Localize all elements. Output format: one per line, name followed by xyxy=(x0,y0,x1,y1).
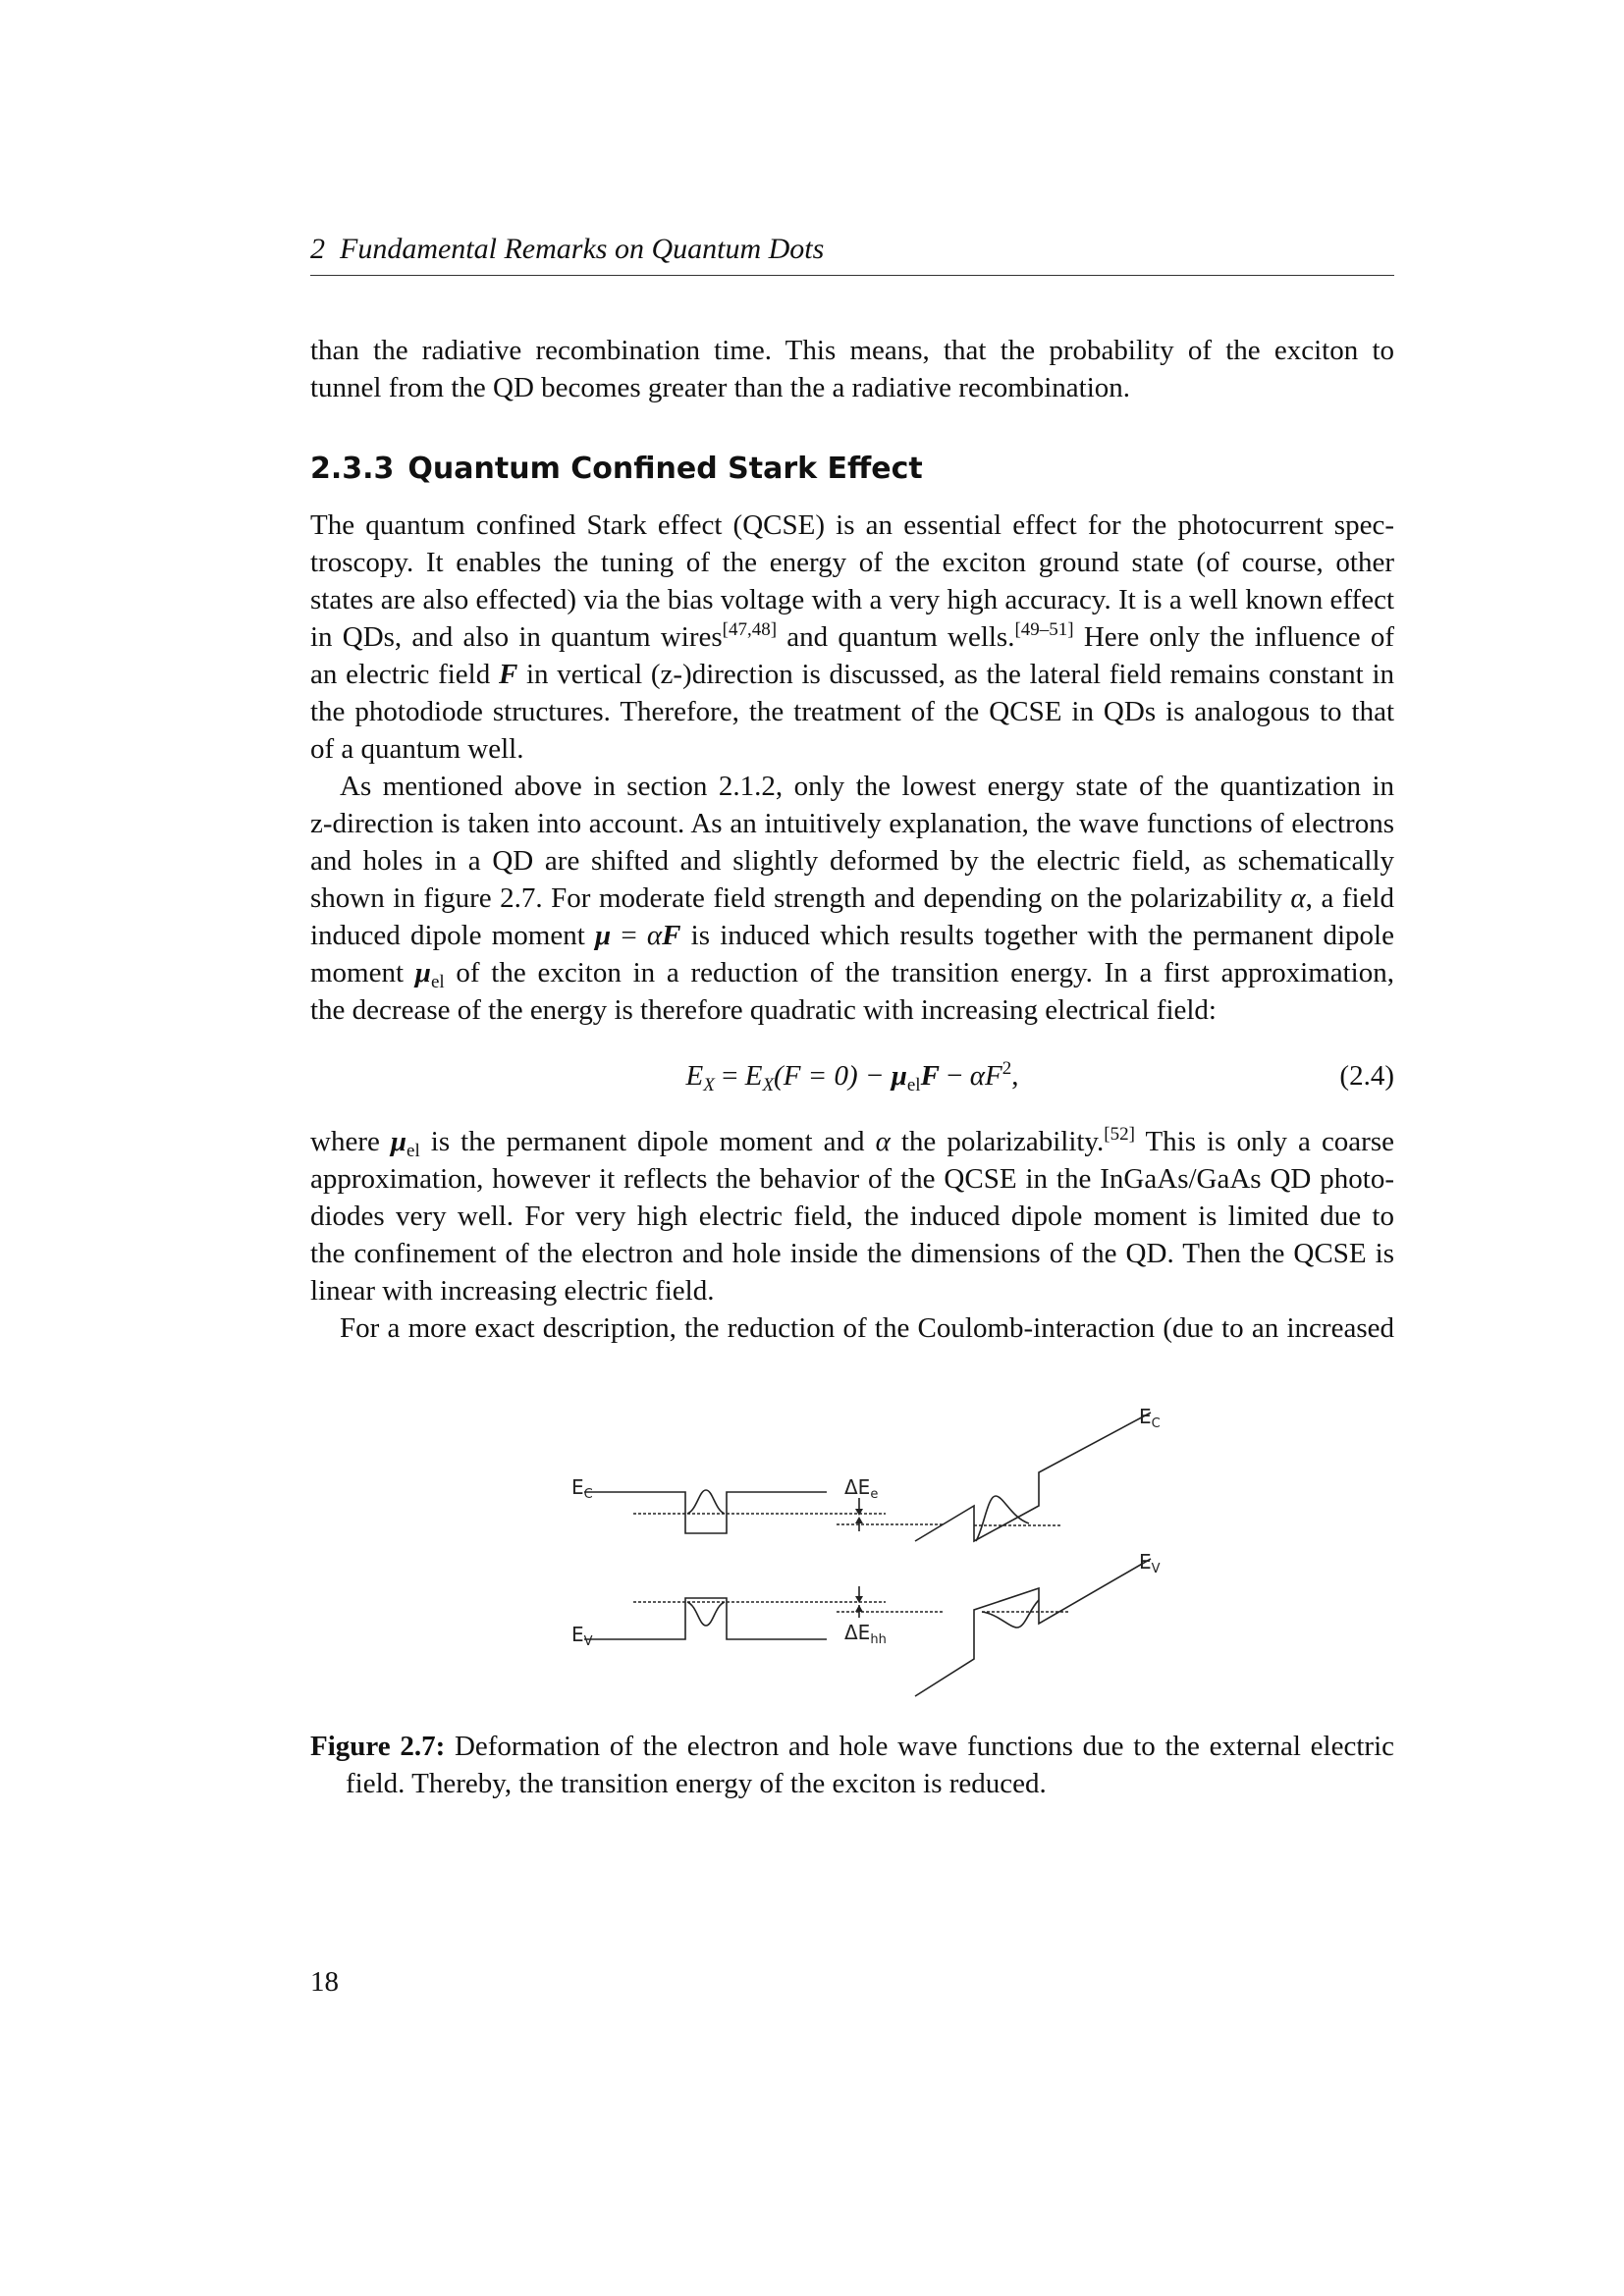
text-run: induced dipole moment xyxy=(310,920,595,951)
body-line xyxy=(310,1123,1394,1160)
body-line: The quantum confined Stark effect (QCSE) is an essential effect for the photocurrent spec- xyxy=(310,509,1394,541)
subscript: el xyxy=(406,1141,420,1161)
math-symbol: F xyxy=(662,920,681,951)
page-number: 18 xyxy=(310,1966,339,1998)
body-line: diodes very well. For very high electric field, the induced dipole moment is limited due to xyxy=(310,1201,1394,1232)
text-run: where xyxy=(310,1126,391,1157)
body-line: approximation, however it reflects the behavior of the QCSE in the InGaAs/GaAs QD photo- xyxy=(310,1163,1394,1195)
body-line: tunnel from the QD becomes greater than the a radiative recombination. xyxy=(310,372,1131,403)
math-text: , xyxy=(1011,1060,1019,1092)
equation-number: (2.4) xyxy=(1339,1060,1394,1092)
math-symbol: α xyxy=(875,1126,891,1157)
text-run: an electric field xyxy=(310,659,499,690)
math-symbol: αF xyxy=(969,1060,1002,1092)
math-symbol: α xyxy=(1290,882,1306,914)
math-text: (F = 0) − xyxy=(774,1060,892,1092)
body-line: and holes in a QD are shifted and slightly deformed by the electric field, as schematically xyxy=(310,845,1394,877)
caption-line xyxy=(310,1728,1394,1765)
text-run: This is only a coarse xyxy=(1134,1126,1394,1157)
running-head-title: Fundamental Remarks on Quantum Dots xyxy=(340,233,825,265)
text-run: shown in figure 2.7. For moderate field strength and depending on the polarizability xyxy=(310,882,1291,914)
section-number: 2.3.3 xyxy=(310,452,395,486)
label-ec-right: $E_C$ xyxy=(1139,1405,1161,1431)
citation: [52] xyxy=(1104,1124,1135,1145)
text-run: in vertical (z-)direction is discussed, as the lateral field remains constant in xyxy=(517,659,1394,690)
text-run: = xyxy=(611,920,647,951)
label-delta-e: $\Delta E_e$ xyxy=(844,1475,879,1502)
body-line: z-direction is taken into account. As an intuitively explanation, the wave functions of electrons xyxy=(310,808,1394,839)
citation: [49–51] xyxy=(1014,619,1074,640)
figure-caption xyxy=(310,1728,1394,1802)
label-ev-left: $E_V$ xyxy=(571,1623,593,1649)
body-line xyxy=(310,880,1394,917)
subscript: el xyxy=(430,972,445,992)
math-text: = xyxy=(714,1060,745,1092)
body-line: the confinement of the electron and hole inside the dimensions of the QD. Then the QCSE is xyxy=(310,1238,1394,1269)
body-line xyxy=(310,954,1394,991)
label-ev-right: $E_V$ xyxy=(1139,1550,1161,1576)
right-electron-wavefunction xyxy=(976,1496,1029,1541)
subscript: X xyxy=(703,1075,715,1095)
math-symbol: μ xyxy=(414,957,431,988)
superscript: 2 xyxy=(1001,1058,1012,1079)
caption-label: Figure 2.7: xyxy=(310,1731,446,1762)
right-conduction-band xyxy=(915,1413,1151,1541)
right-valence-band xyxy=(915,1559,1151,1696)
text-run: and quantum wells. xyxy=(777,621,1015,653)
body-line: linear with increasing electric field. xyxy=(310,1275,715,1307)
body-line: the decrease of the energy is therefore quadratic with increasing electrical field: xyxy=(310,994,1217,1026)
running-head-chapter-number: 2 xyxy=(310,233,325,265)
body-line: states are also effected) via the bias voltage with a very high accuracy. It is a well known effect xyxy=(310,584,1394,615)
text-run: is the permanent dipole moment and xyxy=(419,1126,876,1157)
left-hole-wavefunction xyxy=(687,1602,725,1626)
citation: [47,48] xyxy=(722,619,778,640)
math-symbol: F xyxy=(498,659,518,690)
math-text: − xyxy=(939,1060,970,1092)
text-run: of the exciton in a reduction of the transition energy. In a first approximation, xyxy=(444,957,1394,988)
math-symbol: μ xyxy=(390,1126,407,1157)
math-symbol: E xyxy=(744,1060,763,1092)
running-head xyxy=(310,230,1394,276)
text-run: , a field xyxy=(1305,882,1394,914)
math-symbol: μ xyxy=(891,1060,907,1092)
delta-hh-arrowhead-bottom xyxy=(855,1605,863,1612)
left-electron-wavefunction xyxy=(687,1490,725,1514)
section-heading xyxy=(310,450,923,489)
text-run: the polarizability. xyxy=(890,1126,1105,1157)
text-run: Here only the influence of xyxy=(1073,621,1395,653)
subscript: X xyxy=(762,1075,775,1095)
text-run: in QDs, and also in quantum wires xyxy=(310,621,723,653)
delta-e-arrowhead-top xyxy=(855,1509,863,1516)
body-line: of a quantum well. xyxy=(310,733,524,765)
body-line xyxy=(310,917,1394,954)
body-line: troscopy. It enables the tuning of the energy of the exciton ground state (of course, other xyxy=(310,547,1394,578)
math-symbol: E xyxy=(685,1060,704,1092)
text-run: moment xyxy=(310,957,415,988)
body-line: the photodiode structures. Therefore, the treatment of the QCSE in QDs is analogous to that xyxy=(310,696,1394,727)
label-delta-hh: $\Delta E_{hh}$ xyxy=(844,1621,887,1647)
math-symbol: α xyxy=(646,920,663,951)
body-line: For a more exact description, the reduction of the Coulomb-interaction (due to an increased xyxy=(340,1312,1394,1344)
band-diagram-svg xyxy=(550,1394,1178,1708)
figure-band-diagram xyxy=(550,1394,1178,1708)
math-symbol: μ xyxy=(594,920,612,951)
section-title: Quantum Confined Stark Effect xyxy=(407,452,923,486)
left-conduction-band xyxy=(584,1492,827,1533)
caption-line: field. Thereby, the transition energy of the exciton is reduced. xyxy=(346,1768,1047,1799)
body-line xyxy=(310,618,1394,656)
body-line: As mentioned above in section 2.1.2, only the lowest energy state of the quantization in xyxy=(340,771,1394,802)
label-ec-left: $E_C$ xyxy=(571,1475,593,1502)
caption-text: Deformation of the electron and hole wave functions due to the external electric xyxy=(445,1731,1394,1762)
left-valence-band xyxy=(584,1598,827,1639)
delta-e-arrowhead-bottom xyxy=(855,1517,863,1523)
equation xyxy=(310,1056,1394,1095)
text-run: is induced which results together with the permanent dipole xyxy=(680,920,1394,951)
body-line xyxy=(310,656,1394,693)
equation-body xyxy=(674,1056,1031,1095)
subscript: el xyxy=(906,1075,921,1095)
body-line: than the radiative recombination time. This means, that the probability of the exciton to xyxy=(310,335,1394,366)
math-symbol: F xyxy=(920,1060,940,1092)
